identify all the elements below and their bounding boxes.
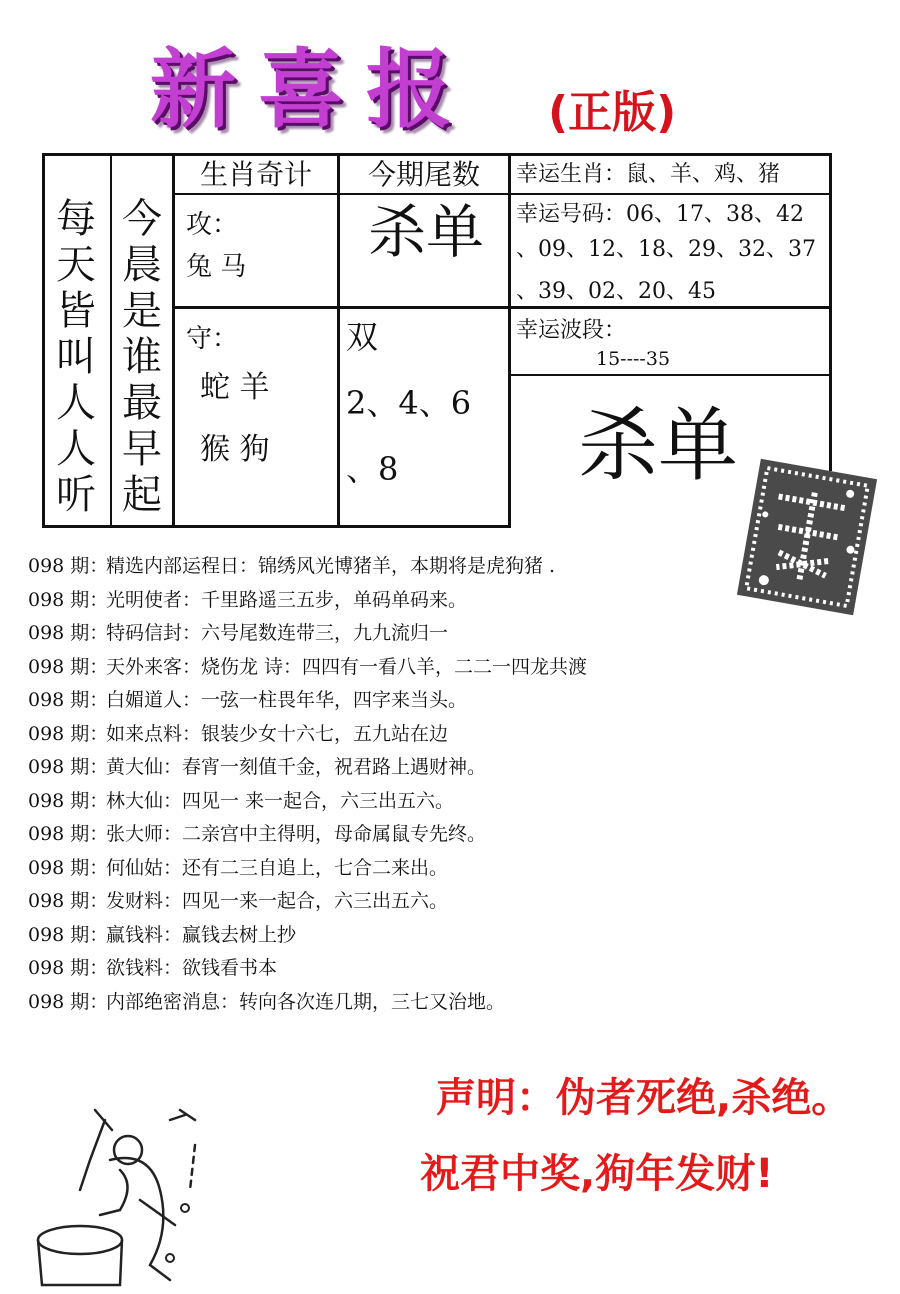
attack-label: 攻： <box>186 210 239 240</box>
slogan-char: 晨 <box>122 242 162 288</box>
period-row <box>28 617 888 651</box>
period-number: 098 期： <box>28 722 109 745</box>
kill-single-top: 杀单 <box>368 198 485 266</box>
period-number: 098 期： <box>28 689 109 711</box>
lucky-numbers-line3: 、39、02、20、45 <box>516 279 716 304</box>
slogan-char: 最 <box>122 380 162 426</box>
period-number: 098 期： <box>28 823 109 845</box>
period-text: 发财料：四见一来一起合，六三出五六。 <box>106 890 449 912</box>
slogan-char: 皆 <box>56 288 96 334</box>
divider-v2 <box>172 153 175 528</box>
period-text: 天外来客：烧伤龙 诗：四四有一看八羊，二二一四龙共渡 <box>106 655 588 678</box>
period-text: 内部绝密消息：转向各次连几期，三七又治地。 <box>106 990 506 1013</box>
table-border-left <box>42 153 45 528</box>
period-text: 林大仙：四见一 来一起合，六三出五六。 <box>106 789 455 812</box>
slogan-char: 人 <box>56 380 96 426</box>
period-row <box>28 550 888 584</box>
period-number: 098 期： <box>28 923 109 946</box>
lucky-numbers-line2: 、09、12、18、29、32、37 <box>516 237 816 262</box>
period-number: 098 期： <box>28 588 109 611</box>
period-text: 特码信封：六号尾数连带三，九九流归一 <box>106 622 449 644</box>
vertical-slogan-1 <box>48 196 104 518</box>
period-text: 如来点料：银装少女十六七，五九站在边 <box>106 722 449 745</box>
defend-line1: 蛇 羊 <box>200 370 270 405</box>
period-row <box>28 718 888 752</box>
period-text: 精选内部运程日：锦绣风光博猪羊，本期将是虎狗猪 . <box>106 555 556 577</box>
period-number: 098 期： <box>28 890 109 912</box>
table-border-right <box>829 153 832 471</box>
period-number: 098 期： <box>28 756 109 778</box>
vertical-slogan-2 <box>114 196 170 518</box>
period-row <box>28 919 888 953</box>
header-tail: 今期尾数 <box>367 158 480 191</box>
divider-h-wave <box>508 374 832 376</box>
slogan-char: 天 <box>56 242 96 288</box>
period-row <box>28 651 888 685</box>
table-border-bottom <box>42 525 510 528</box>
period-row <box>28 952 888 986</box>
lucky-zodiac: 幸运生肖：鼠、羊、鸡、猪 <box>516 162 781 187</box>
newspaper-title: 新喜报 <box>150 40 474 140</box>
period-text: 赢钱料：赢钱去树上抄 <box>106 923 297 946</box>
slogan-char: 每 <box>56 196 96 242</box>
lucky-numbers-line1: 幸运号码：06、17、38、42 <box>516 202 804 227</box>
slogan-char: 谁 <box>122 334 162 380</box>
slogan-char: 起 <box>122 472 162 518</box>
blessing: 祝君中奖,狗年发财! <box>420 1151 774 1197</box>
defend-line2: 猴 狗 <box>200 432 270 467</box>
period-row <box>28 751 888 785</box>
attack-animals: 兔 马 <box>186 252 247 282</box>
period-row <box>28 852 888 886</box>
period-number: 098 期： <box>28 622 109 644</box>
period-text: 光明使者：千里路遥三五步，单码单码来。 <box>106 588 468 611</box>
even-label: 双 <box>346 318 379 356</box>
edition-label: (正版) <box>548 87 677 138</box>
slogan-char: 听 <box>56 472 96 518</box>
slogan-char: 人 <box>56 426 96 472</box>
kill-single-bottom: 杀单 <box>578 399 738 492</box>
defend-label: 守： <box>186 324 239 354</box>
period-row <box>28 584 888 618</box>
lucky-wave-label: 幸运波段： <box>516 318 627 343</box>
slogan-char: 今 <box>122 196 162 242</box>
period-number: 098 期： <box>28 655 109 678</box>
period-text: 何仙姑：还有二三自追上，七合二来出。 <box>106 856 449 879</box>
even-numbers-line2: 、8 <box>346 450 399 488</box>
period-number: 098 期： <box>28 856 109 879</box>
declaration: 声明：伪者死绝,杀绝。 <box>436 1075 852 1121</box>
divider-v3 <box>337 153 340 528</box>
period-row <box>28 785 888 819</box>
divider-h-mid <box>172 306 832 309</box>
period-text: 黄大仙：春宵一刻值千金，祝君路上遇财神。 <box>106 756 487 778</box>
divider-v4 <box>508 153 511 528</box>
period-number: 098 期： <box>28 789 109 812</box>
period-number: 098 期： <box>28 990 109 1013</box>
period-row <box>28 986 888 1020</box>
period-row <box>28 684 888 718</box>
period-tips-list <box>28 550 888 1019</box>
slogan-char: 叫 <box>56 334 96 380</box>
period-row <box>28 885 888 919</box>
slogan-char: 早 <box>122 426 162 472</box>
monkey-illustration-icon <box>20 1090 240 1290</box>
even-numbers-line1: 2、4、6 <box>346 384 472 422</box>
period-text: 欲钱料：欲钱看书本 <box>106 957 278 979</box>
period-number: 098 期： <box>28 957 109 979</box>
divider-v1 <box>110 153 112 528</box>
period-row <box>28 818 888 852</box>
period-number: 098 期： <box>28 555 109 577</box>
header-zodiac: 生肖奇计 <box>199 158 312 191</box>
slogan-char: 是 <box>122 288 162 334</box>
period-text: 张大师：二亲宫中主得明，母命属鼠专先终。 <box>106 823 487 845</box>
lucky-wave-range: 15----35 <box>596 348 671 370</box>
period-text: 白媚道人：一弦一柱畏年华，四字来当头。 <box>106 689 468 711</box>
